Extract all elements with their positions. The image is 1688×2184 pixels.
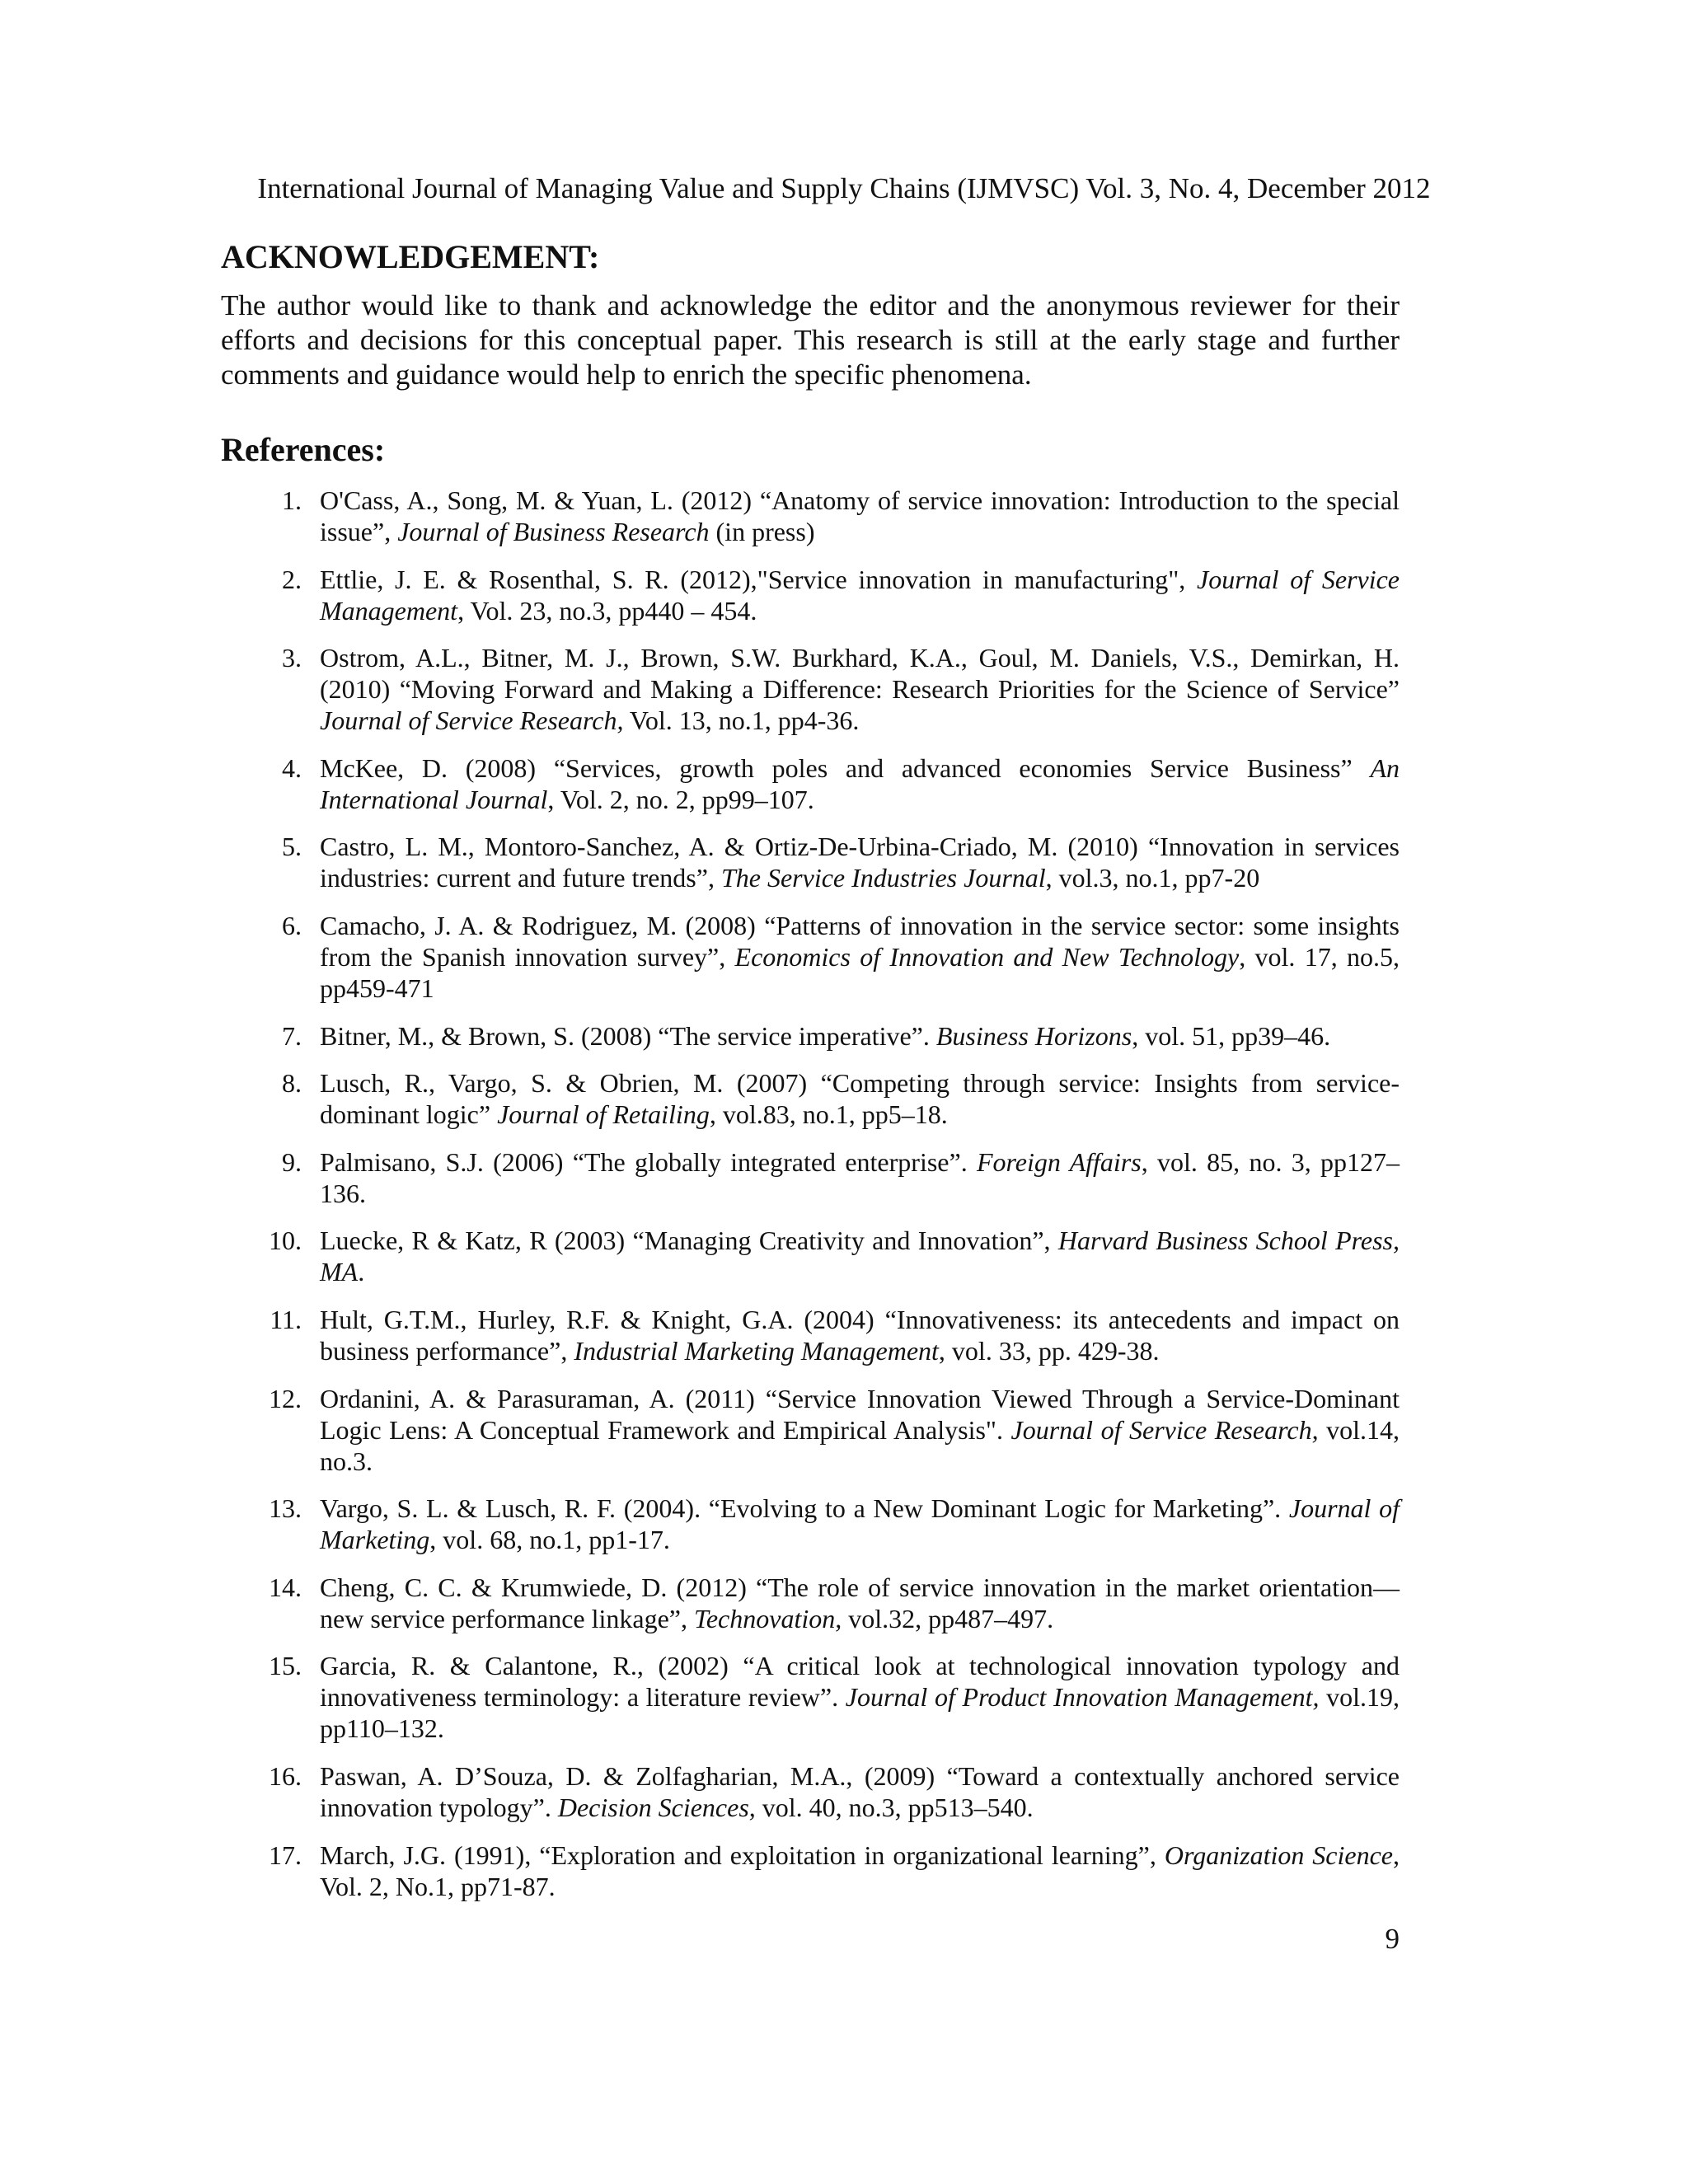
reference-segment: vol.14, no.3. bbox=[320, 1414, 1400, 1476]
references-heading: References: bbox=[221, 431, 386, 468]
reference-number: 7. bbox=[282, 1020, 302, 1051]
reference-item bbox=[221, 1067, 1400, 1130]
reference-item bbox=[221, 1383, 1400, 1477]
reference-item bbox=[221, 642, 1400, 736]
reference-source-title: Organization Science bbox=[1164, 1840, 1394, 1870]
reference-number: 10. bbox=[269, 1226, 302, 1256]
running-header: International Journal of Managing Value and Supply Chains (IJMVSC) Vol. 3, No. 4, December 2012 bbox=[257, 172, 1431, 204]
reference-segment: Ettlie, J. E. & Rosenthal, S. R. (2012),"Service innovation in manufacturing", bbox=[320, 564, 1197, 594]
reference-text bbox=[320, 1384, 1400, 1476]
reference-number: 12. bbox=[269, 1383, 302, 1413]
reference-item bbox=[221, 1572, 1400, 1634]
reference-item bbox=[221, 1493, 1400, 1555]
reference-segment: Camacho, J. A. & Rodriguez, M. (2008) “Patterns of innovation in the service sector: some insights from the Spanish innovation survey”, bbox=[320, 910, 1400, 972]
reference-segment: Ostrom, A.L., Bitner, M. J., Brown, S.W. Burkhard, K.A., Goul, M. Daniels, V.S., Demirkan, H. (2010) “Moving Forward and Making a Difference: Research Priorities for the Science of Service” bbox=[320, 643, 1400, 705]
reference-text bbox=[320, 643, 1400, 735]
reference-number: 6. bbox=[282, 910, 302, 940]
reference-source-title: Industrial Marketing Management bbox=[574, 1335, 939, 1366]
reference-number: 15. bbox=[269, 1651, 302, 1681]
reference-source-title: An International Journal bbox=[320, 752, 1400, 814]
reference-item bbox=[221, 1650, 1400, 1744]
reference-source-title: Journal of Product Innovation Management, bbox=[845, 1682, 1320, 1713]
reference-number: 8. bbox=[282, 1068, 302, 1099]
reference-text bbox=[320, 1651, 1400, 1743]
reference-segment: Castro, L. M., Montoro-Sanchez, A. & Ortiz-De-Urbina-Criado, M. (2010) “Innovation in services industries: current and future trends”, bbox=[320, 832, 1400, 893]
reference-text bbox=[320, 1493, 1400, 1554]
reference-segment: , Vol. 2, No.1, pp71-87. bbox=[320, 1840, 1400, 1901]
reference-source-title: Decision Sciences, bbox=[557, 1792, 756, 1822]
reference-source-title: The Service Industries Journal bbox=[720, 863, 1046, 893]
reference-item bbox=[221, 1146, 1400, 1209]
reference-text bbox=[320, 911, 1400, 1003]
reference-segment: Cheng, C. C. & Krumwiede, D. (2012) “The role of service innovation in the market orientation—new service performance linkage”, bbox=[320, 1572, 1400, 1633]
reference-number: 3. bbox=[282, 643, 302, 673]
reference-item bbox=[221, 1304, 1400, 1366]
reference-item bbox=[221, 564, 1400, 626]
reference-segment: Hult, G.T.M., Hurley, R.F. & Knight, G.A. (2004) “Innovativeness: its antecedents and impact on business performance”, bbox=[320, 1304, 1400, 1366]
reference-segment: , Vol. 23, no.3, pp440 – 454. bbox=[457, 595, 757, 626]
reference-item bbox=[221, 910, 1400, 1004]
reference-segment: McKee, D. (2008) “Services, growth poles and advanced economies Service Business” bbox=[320, 752, 1371, 783]
reference-text bbox=[320, 1840, 1400, 1901]
reference-segment: , vol.83, no.1, pp5–18. bbox=[709, 1099, 948, 1130]
reference-segment: Bitner, M., & Brown, S. (2008) “The service imperative”. bbox=[320, 1020, 936, 1051]
reference-list bbox=[221, 485, 1400, 1918]
reference-segment: , Vol. 2, no. 2, pp99–107. bbox=[547, 784, 814, 814]
reference-number: 9. bbox=[282, 1146, 302, 1177]
reference-item bbox=[221, 1225, 1400, 1287]
reference-source-title: Journal of Service Research, bbox=[1010, 1414, 1319, 1445]
reference-segment: , vol. 68, no.1, pp1-17. bbox=[429, 1525, 670, 1555]
reference-number: 4. bbox=[282, 752, 302, 783]
reference-segment: March, J.G. (1991), “Exploration and exploitation in organizational learning”, bbox=[320, 1840, 1165, 1870]
reference-segment: vol. 40, no.3, pp513–540. bbox=[755, 1792, 1034, 1822]
reference-segment: . bbox=[358, 1257, 365, 1287]
reference-segment: Ordanini, A. & Parasuraman, A. (2011) “Service Innovation Viewed Through a Service-Dominant Logic Lens: A Conceptual Framework and Empirical Analysis". bbox=[320, 1383, 1400, 1445]
acknowledgement-body: The author would like to thank and acknowledge the editor and the anonymous reviewer for their efforts and decisions for this conceptual paper. This research is still at the early stage and further comments and guidance would help to enrich the specific phenomena. bbox=[221, 289, 1400, 391]
reference-text bbox=[320, 485, 1400, 546]
reference-segment: Luecke, R & Katz, R (2003) “Managing Creativity and Innovation”, bbox=[320, 1226, 1058, 1256]
reference-segment: Garcia, R. & Calantone, R., (2002) “A critical look at technological innovation typology and innovativeness terminology: a literature review”. bbox=[320, 1651, 1400, 1713]
reference-segment: , vol. 51, pp39–46. bbox=[1132, 1020, 1331, 1051]
reference-text bbox=[320, 565, 1400, 626]
reference-segment: O'Cass, A., Song, M. & Yuan, L. (2012) “Anatomy of service innovation: Introduction to the special issue”, bbox=[320, 485, 1400, 546]
reference-number: 11. bbox=[270, 1304, 302, 1334]
reference-text bbox=[320, 1068, 1400, 1129]
reference-number: 13. bbox=[269, 1493, 302, 1524]
reference-source-title: Journal of Business Research bbox=[397, 517, 710, 546]
page-number: 9 bbox=[1385, 1923, 1400, 1955]
reference-segment: vol.19, pp110–132. bbox=[320, 1682, 1400, 1744]
reference-segment: (in press) bbox=[709, 517, 815, 546]
reference-item bbox=[221, 1020, 1400, 1052]
reference-number: 1. bbox=[282, 485, 302, 515]
reference-number: 16. bbox=[269, 1760, 302, 1791]
reference-item bbox=[221, 1840, 1400, 1902]
reference-segment: Paswan, A. D’Souza, D. & Zolfagharian, M.A., (2009) “Toward a contextually anchored service innovation typology”. bbox=[320, 1760, 1400, 1822]
reference-text bbox=[320, 832, 1400, 893]
reference-segment: Vargo, S. L. & Lusch, R. F. (2004). “Evolving to a New Dominant Logic for Marketing”. bbox=[320, 1493, 1289, 1524]
reference-source-title: Journal of Marketing bbox=[320, 1493, 1400, 1555]
reference-segment: , vol. 85, no. 3, pp127–136. bbox=[320, 1146, 1400, 1208]
acknowledgement-heading: ACKNOWLEDGEMENT: bbox=[221, 238, 600, 275]
reference-segment: Vol. 13, no.1, pp4-36. bbox=[623, 705, 860, 736]
reference-text bbox=[320, 753, 1400, 814]
reference-number: 14. bbox=[269, 1572, 302, 1602]
reference-segment: , vol. 17, no.5, pp459-471 bbox=[320, 941, 1400, 1003]
reference-text bbox=[320, 1021, 1330, 1051]
reference-item bbox=[221, 485, 1400, 547]
reference-segment: Palmisano, S.J. (2006) “The globally integrated enterprise”. bbox=[320, 1146, 977, 1177]
reference-number: 2. bbox=[282, 564, 302, 594]
reference-segment: , vol. 33, pp. 429-38. bbox=[938, 1335, 1160, 1366]
reference-text bbox=[320, 1305, 1400, 1366]
reference-text bbox=[320, 1761, 1400, 1822]
reference-source-title: Economics of Innovation and New Technology bbox=[734, 941, 1240, 972]
reference-number: 5. bbox=[282, 832, 302, 862]
reference-source-title: Business Horizons bbox=[935, 1020, 1132, 1051]
reference-number: 17. bbox=[269, 1840, 302, 1870]
reference-source-title: Technovation, bbox=[693, 1603, 842, 1633]
reference-segment: vol.32, pp487–497. bbox=[842, 1603, 1054, 1633]
reference-source-title: Harvard Business School Press, MA bbox=[320, 1226, 1400, 1287]
reference-source-title: Journal of Retailing bbox=[497, 1099, 710, 1130]
reference-text bbox=[320, 1226, 1400, 1286]
reference-text bbox=[320, 1572, 1400, 1633]
reference-segment: , vol.3, no.1, pp7-20 bbox=[1045, 863, 1260, 893]
reference-item bbox=[221, 1760, 1400, 1823]
reference-item bbox=[221, 831, 1400, 893]
reference-item bbox=[221, 752, 1400, 815]
reference-source-title: Foreign Affairs bbox=[976, 1146, 1142, 1177]
reference-segment: Lusch, R., Vargo, S. & Obrien, M. (2007) “Competing through service: Insights from service-dominant logic” bbox=[320, 1068, 1400, 1130]
reference-source-title: Journal of Service Management bbox=[320, 564, 1400, 626]
reference-source-title: Journal of Service Research, bbox=[320, 705, 624, 736]
reference-text bbox=[320, 1147, 1400, 1208]
